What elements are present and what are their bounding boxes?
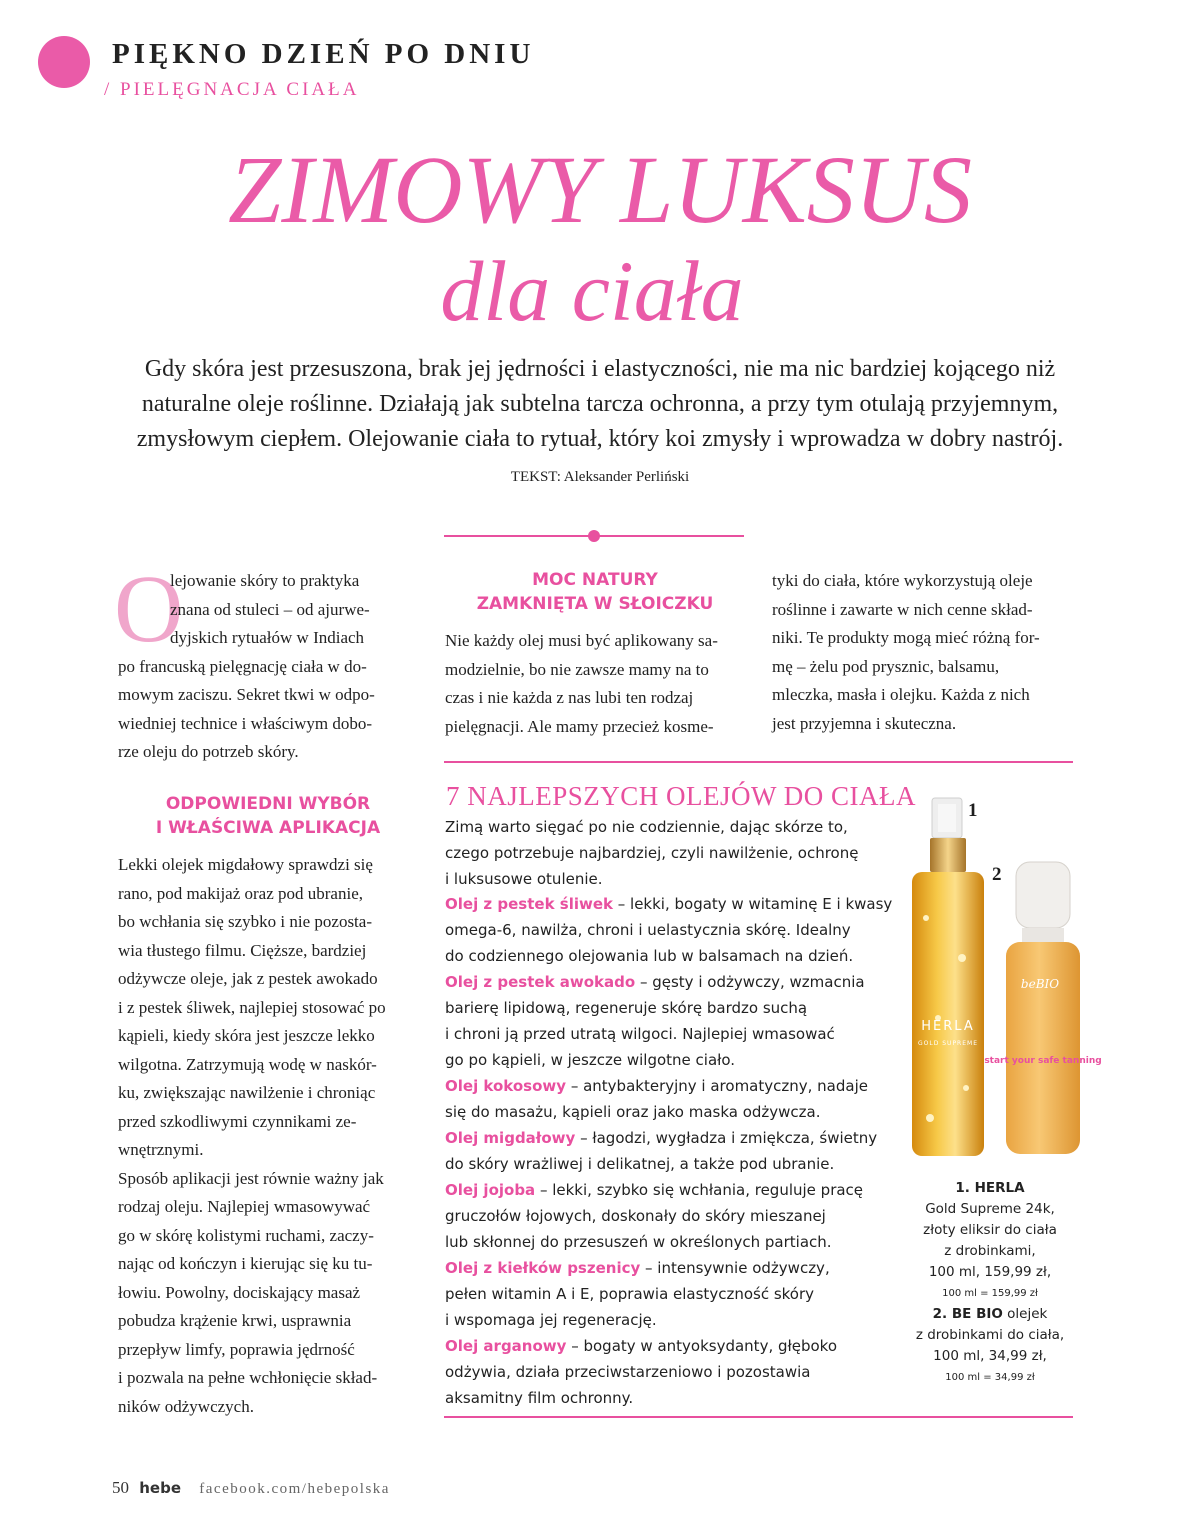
oil-name: Olej migdałowy: [445, 1129, 576, 1147]
bebio-bottle-sublabel: start your safe tanning: [984, 1056, 1102, 1066]
text-line: do codziennego olejowania lub w balsamach na dzień.: [445, 947, 854, 965]
text-line: i wspomaga jej regenerację.: [445, 1311, 657, 1329]
oils-list: [445, 891, 915, 1411]
text-line: Sposób aplikacji jest równie ważny jak: [118, 1168, 384, 1188]
column2-body: [445, 627, 747, 741]
text-line: po francuską pielęgnację ciała w do-: [118, 656, 367, 676]
text-line: mleczka, masła i olejku. Każda z nich: [772, 685, 1030, 704]
column1-body: [118, 851, 420, 1421]
product2-brand: 2. BE BIO olejek: [932, 1306, 1048, 1322]
text-line: rodzaj oleju. Najlepiej wmasowywać: [118, 1197, 371, 1216]
product-number-2: 2: [992, 864, 1002, 885]
bebio-bottle-label: beBIO: [1020, 977, 1060, 991]
oil-desc: – bogaty w antyoksydanty, głęboko: [566, 1337, 838, 1355]
section-title: PIĘKNO DZIEŃ PO DNIU: [112, 38, 535, 70]
oils-box-title: 7 NAJLEPSZYCH OLEJÓW DO CIAŁA: [446, 781, 916, 811]
page-number: 50: [112, 1478, 129, 1497]
text-line: niki. Te produkty mogą mieć różną for-: [772, 628, 1040, 647]
oil-first-line: [445, 891, 915, 917]
text-line: odżywcze oleje, jak z pestek awokado: [118, 969, 378, 988]
text-line: i z pestek śliwek, najlepiej stosować po: [118, 997, 386, 1017]
column3-body: [772, 567, 1074, 738]
oil-item: [445, 1073, 915, 1125]
box-bottom-rule: [444, 1416, 1073, 1418]
lead-text: Gdy skóra jest przesuszona, brak jej jędrności i elastyczności, nie ma nic bardziej kojącego niż naturalne oleje roślinne. Działają jak subtelna tarcza ochronna, a przy tym otulają przyjemnym, zmysłowym ciepłem. Olejowanie ciała to rytuał, który koi zmysły i wprowadza w dobry nastrój.: [136, 356, 1064, 452]
oil-desc: – łagodzi, wygładza i zmiękcza, świetny: [575, 1129, 878, 1147]
article-subtitle: dla ciała: [440, 243, 744, 339]
oils-intro: [445, 814, 905, 892]
product1-line: 100 ml, 159,99 zł,: [928, 1264, 1052, 1280]
heading-line: I WŁAŚCIWA APLIKACJA: [155, 818, 381, 838]
products-info: [900, 1178, 1080, 1388]
box-top-rule: [444, 761, 1073, 763]
product1-line: Gold Supreme 24k,: [925, 1201, 1055, 1217]
oil-name: Olej kokosowy: [445, 1077, 567, 1095]
text-line: ku, zwiększając nawilżenie i chroniąc: [118, 1083, 376, 1102]
text-line: Nie każdy olej musi być aplikowany sa-: [445, 631, 718, 650]
text-line: lejowanie skóry to praktyka: [170, 571, 360, 590]
text-line: omega-6, nawilża, chroni i uelastycznia skórę. Idealny: [445, 921, 851, 939]
product-number-1: 1: [968, 800, 978, 821]
product2-unit-price: 100 ml = 34,99 zł: [945, 1372, 1035, 1383]
product1-line: z drobinkami,: [944, 1243, 1036, 1259]
text-line: ników odżywczych.: [118, 1396, 254, 1416]
product1-unit-price: 100 ml = 159,99 zł: [942, 1288, 1038, 1299]
subsection-title: / PIELĘGNACJA CIAŁA: [104, 79, 360, 100]
text-line: rano, pod makijaż oraz pod ubranie,: [118, 883, 363, 903]
text-line: modzielnie, bo nie zawsze mamy na to: [445, 659, 709, 679]
section-dot: [38, 36, 90, 88]
text-line: do skóry wrażliwej i delikatnej, a także pod ubranie.: [445, 1155, 835, 1173]
oil-first-line: [445, 1333, 915, 1359]
divider-dot: [588, 530, 600, 542]
oil-item: [445, 969, 915, 1073]
text-line: go po kąpieli, w jeszcze wilgotne ciało.: [445, 1051, 736, 1069]
oil-first-line: [445, 1177, 915, 1203]
author-credit: TEKST: Aleksander Perliński: [510, 469, 690, 485]
text-line: znana od stuleci – od ajurwe-: [170, 599, 370, 619]
text-line: bo wchłania się szybko i nie pozosta-: [118, 912, 372, 931]
oil-first-line: [445, 1073, 915, 1099]
text-line: pełen witamin A i E, poprawia elastyczność skóry: [445, 1285, 815, 1303]
heading-line: ODPOWIEDNI WYBÓR: [165, 794, 371, 814]
text-line: gruczołów łojowych, doskonały do skóry mieszanej: [445, 1207, 826, 1225]
text-line: nając od kończyn i kierując się ku tu-: [118, 1254, 373, 1273]
text-line: Lekki olejek migdałowy sprawdzi się: [118, 855, 373, 874]
herla-bottle-image: [904, 798, 994, 1160]
text-line: pielęgnacji. Ale mamy przecież kosme-: [445, 716, 714, 736]
text-line: pobudza krążenie krwi, usprawnia: [118, 1311, 352, 1330]
text-line: wnętrznymi.: [118, 1140, 204, 1159]
column1-intro: [118, 567, 418, 767]
text-line: odżywia, działa przeciwstarzeniowo i pozostawia: [445, 1363, 811, 1381]
oil-desc: – lekki, szybko się wchłania, reguluje pracę: [535, 1181, 864, 1199]
text-line: wilgotna. Zatrzymują wodę w naskór-: [118, 1054, 377, 1074]
herla-bottle-sublabel: GOLD SUPREME: [918, 1040, 978, 1047]
text-line: roślinne i zawarte w nich cenne skład-: [772, 599, 1033, 619]
oil-item: [445, 1177, 915, 1255]
text-line: mę – żelu pod prysznic, balsamu,: [772, 656, 1000, 676]
text-line: aksamitny film ochronny.: [445, 1389, 634, 1407]
oil-desc: – lekki, bogaty w witaminę E i kwasy: [612, 895, 893, 913]
oil-first-line: [445, 1125, 915, 1151]
oil-item: [445, 1255, 915, 1333]
heading-line: MOC NATURY: [532, 570, 658, 590]
product2-line: z drobinkami do ciała,: [915, 1327, 1065, 1343]
text-line: rze oleju do potrzeb skóry.: [118, 742, 299, 761]
text-line: lub skłonnej do przesuszeń w określonych partiach.: [445, 1233, 832, 1251]
oil-name: Olej jojoba: [445, 1181, 536, 1199]
product1-line: złoty eliksir do ciała: [923, 1222, 1057, 1238]
text-line: się do masażu, kąpieli oraz jako maska odżywcza.: [445, 1103, 821, 1121]
text-line: wiedniej technice i właściwym dobo-: [118, 713, 372, 733]
article-title: ZIMOWY LUKSUS: [227, 136, 973, 243]
text-line: i luksusowe otulenie.: [445, 870, 603, 888]
page-footer: [112, 1478, 390, 1498]
text-line: mowym zaciszu. Sekret tkwi w odpo-: [118, 685, 375, 704]
oil-name: Olej z kiełków pszenicy: [445, 1259, 641, 1277]
text-line: Zimą warto sięgać po nie codziennie, dając skórze to,: [445, 818, 848, 836]
heading-line: ZAMKNIĘTA W SŁOICZKU: [476, 594, 714, 614]
text-line: przepływ limfy, poprawia jędrność: [118, 1339, 355, 1359]
brand-logo: hebe: [139, 1479, 182, 1497]
lead-paragraph: [120, 352, 1080, 495]
oil-name: Olej z pestek awokado: [445, 973, 636, 991]
text-line: przed szkodliwymi czynnikami ze-: [118, 1111, 357, 1131]
text-line: kąpieli, kiedy skóra jest jeszcze lekko: [118, 1026, 375, 1045]
product1-brand: 1. HERLA: [955, 1180, 1025, 1196]
text-line: i chroni ją przed utratą wilgoci. Najlepiej wmasować: [445, 1025, 835, 1043]
text-line: czas i nie każda z nas lubi ten rodzaj: [445, 688, 694, 707]
oil-item: [445, 1333, 915, 1411]
oil-desc: – intensywnie odżywczy,: [640, 1259, 830, 1277]
oil-first-line: [445, 969, 915, 995]
drop-cap: O: [114, 555, 184, 662]
text-line: wia tłustego filmu. Cięższe, bardziej: [118, 940, 367, 960]
social-link[interactable]: facebook.com/hebepolska: [199, 1481, 390, 1497]
text-line: łowiu. Powolny, dociskający masaż: [118, 1282, 361, 1302]
oil-desc: – antybakteryjny i aromatyczny, nadaje: [566, 1077, 868, 1095]
oil-name: Olej arganowy: [445, 1337, 567, 1355]
oil-first-line: [445, 1255, 915, 1281]
text-line: barierę lipidową, regeneruje skórę bardzo suchą: [445, 999, 808, 1017]
text-line: go w skórę kolistymi ruchami, zaczy-: [118, 1225, 374, 1245]
bebio-bottle-image: [984, 858, 1102, 1158]
text-line: czego potrzebuje najbardziej, czyli nawilżenie, ochronę: [445, 844, 859, 862]
heading-choice-application: [118, 792, 418, 840]
text-line: jest przyjemna i skuteczna.: [772, 713, 957, 733]
oil-desc: – gęsty i odżywczy, wzmacnia: [635, 973, 865, 991]
oil-name: Olej z pestek śliwek: [445, 895, 613, 913]
oil-item: [445, 891, 915, 969]
herla-bottle-label: HERLA: [921, 1019, 975, 1034]
text-line: i pozwala na pełne wchłonięcie skład-: [118, 1368, 378, 1387]
product2-line: 100 ml, 34,99 zł,: [933, 1348, 1047, 1364]
heading-nature-power: [445, 568, 745, 616]
text-line: tyki do ciała, które wykorzystują oleje: [772, 571, 1033, 590]
oil-item: [445, 1125, 915, 1177]
text-line: dyjskich rytuałów w Indiach: [170, 628, 365, 647]
